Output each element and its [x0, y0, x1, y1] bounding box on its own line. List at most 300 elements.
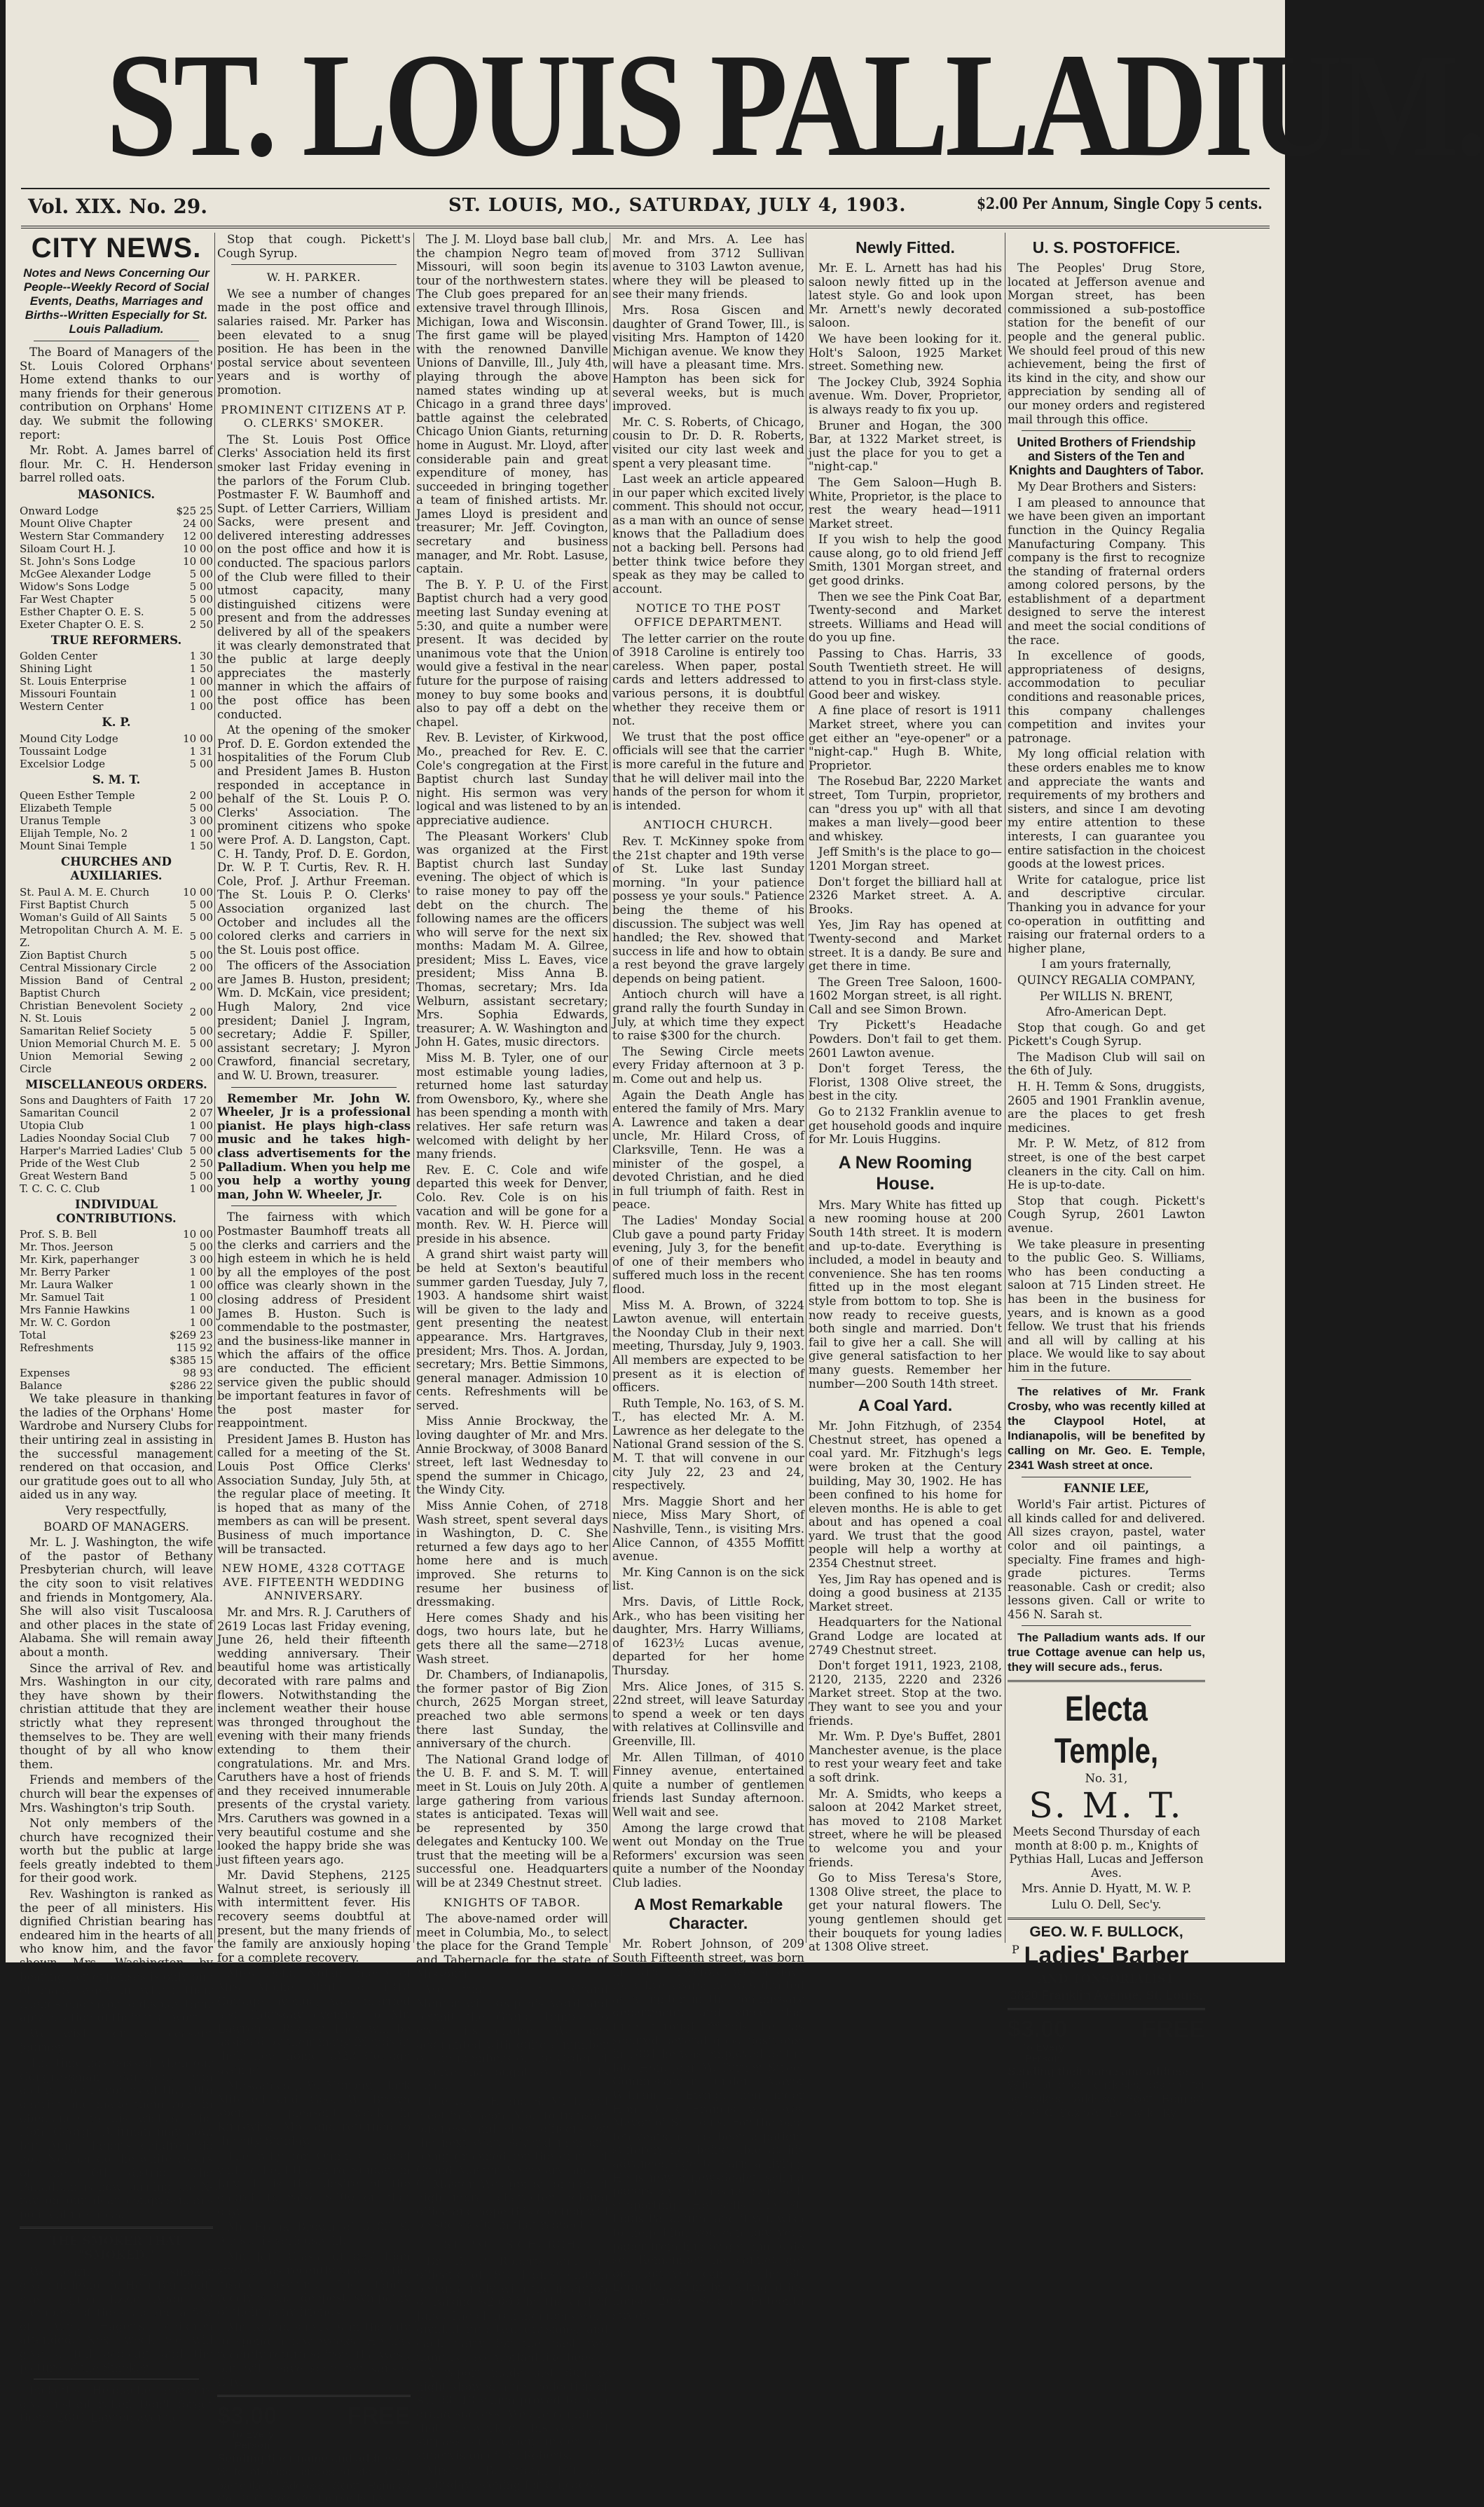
contribution-amount: 1 00: [189, 1278, 213, 1292]
section-heading: INDIVIDUAL CONTRIBUTIONS.: [56, 1198, 177, 1225]
section-heading: A New Rooming House.: [838, 1152, 973, 1194]
article-paragraph: Headquarters for the National Grand Lodge are located at 2749 Chestnut street.: [809, 1615, 1002, 1657]
table-row: [20, 1266, 213, 1278]
contribution-amount: 5 00: [189, 605, 213, 618]
notice-paragraph: The Palladium wants ads. If our true Cottage avenue can help us, they will secure ads., ferus.: [1008, 1631, 1205, 1674]
table-row: [20, 924, 213, 949]
table-row: [20, 732, 213, 745]
contribution-amount: 5 00: [189, 580, 213, 593]
article-paragraph: My long official relation with these orders enables me to know and appreciate the wants and requirements of my brothers and sisters, and since I am devoting my entire attention to these interests, I can guarantee you entire satisfaction in the choicest goods at the lowest prices.: [1008, 747, 1205, 871]
contribution-amount: 2 50: [189, 617, 213, 631]
contributor-name: Metropolitan Church A. M. E. Z.: [20, 923, 184, 949]
article-paragraph: The St. Louis Post Office Clerks' Association held its first smoker last Friday evening in the parlors of the Forum Club. Postmaster F. W. Baumhoff and Supt. of Letter Carriers, William Sacks, were present and delivered interesting addresses on the post office and how it is conducted. The spacious parlors of the Club were filled to their utmost capacity, many distinguished citizens were present and from the addresses delivered by all of the speakers it was clearly demonstrated that the public at large deeply appreciates the masterly manner in which the affairs of the post office has been conducted.: [217, 432, 411, 721]
totals-table: [20, 1329, 213, 1392]
table-row: [20, 1132, 213, 1145]
contribution-amount: 5 00: [189, 929, 213, 943]
article-paragraph: We trust that the post office officials will see that the carrier is more careful in the future and that he will deliver mail into the hands of the person for whom it is intended.: [612, 730, 804, 812]
contributor-name: Golden Center: [20, 650, 97, 663]
table-row: [20, 606, 213, 618]
contributor-name: Mount Olive Chapter: [20, 517, 132, 530]
salutation: My Dear Brothers and Sisters:: [1017, 480, 1197, 494]
article-paragraph: Mr. P. W. Metz, of 812 from street, is one of the best carpet cleaners in the city. Call on him. He is up-to-date.: [1008, 1137, 1205, 1192]
ad-headline: $3.00 FREE: [217, 2403, 411, 2430]
contributor-name: Ladies Noonday Social Club: [20, 1132, 170, 1145]
table-row: [20, 1379, 213, 1392]
contribution-amount: 1 00: [189, 688, 213, 701]
table-row: [20, 1094, 213, 1107]
contribution-amount: 5 00: [189, 1145, 213, 1158]
article-paragraph: Mr. Riland shells is in the city to spend a few weeks. He has recently returned from the West, but will leave soon for Kansas City.: [217, 2321, 411, 2389]
rule: [231, 1205, 397, 1206]
contributor-name: St. John's Sons Lodge: [20, 554, 136, 568]
article-paragraph: Mr. L. J. Washington, the wife of the pastor of Bethany Presbyterian church, will leave the city soon to visit relatives and friends in Montgomery, Ala. She will also visit Tuscaloosa and other places in the state of Alabama. She will remain away about a month.: [20, 1536, 213, 1659]
article-paragraph: The B. Y. P. U. of the First Baptist church had a very good meeting last Sunday evening at 5:30, and quite a number were present. It was decided by unanimous vote that the Union would give a festival in the near future for the purpose of raising money to buy some books and also to pay off a debt on the chapel.: [416, 578, 608, 729]
newspaper-page: [6, 0, 1484, 2506]
contributor-name: Union Memorial Church M. E.: [20, 1037, 181, 1050]
article-paragraph: Mrs. Alice Jones, of 315 S. 22nd street, will leave Saturday to spend a week or ten days with relatives at Collinsville and Greenville, Ill.: [612, 1679, 804, 1748]
article-paragraph: Rev. T. McKinney spoke from the 21st chapter and 19th verse of St. Luke last Sunday morning. "In your patience possess ye your souls." Patience being the theme of his discussion. The subject was well handled; the Rev. showed that success in life and how to obtain a rest beyond the grave largely depends on being patient.: [612, 834, 804, 985]
table-row: [20, 1316, 213, 1329]
contribution-amount: 1 00: [189, 675, 213, 688]
contribution-amount: 1 30: [189, 650, 213, 663]
article-paragraph: Pickett's Headache Powders give instant relief. Don't forget them. 2601 Lawton avenue.: [20, 2384, 213, 2425]
contribution-amount: 1 00: [189, 1291, 213, 1304]
section-heading: W. H. PARKER.: [266, 271, 362, 285]
article-paragraph: Mesdames J. W. Murphy, Clark Mitchell and Geo. W. Brown spent a pleasant week in Kimswick, Mo., and returned to the city Sunday.: [217, 2079, 411, 2147]
table-row: [20, 542, 213, 555]
contribution-table: [20, 732, 213, 770]
table-row: [20, 814, 213, 827]
contributor-name: Exeter Chapter O. E. S.: [20, 617, 144, 631]
table-row: [20, 568, 213, 580]
contributor-name: St. Louis Enterprise: [20, 675, 127, 688]
table-row: [20, 1145, 213, 1157]
issue-date: ST. LOUIS, MO., SATURDAY, JULY 4, 1903.: [448, 195, 907, 216]
contributor-name: Prof. S. B. Bell: [20, 1228, 97, 1241]
contribution-amount: 2 00: [189, 1005, 213, 1018]
contribution-amount: 2 00: [189, 980, 213, 993]
contribution-amount: 1 00: [189, 1182, 213, 1196]
table-row: [20, 688, 213, 700]
article-paragraph: We learn that the smoker given in honor of Herr Bartholdt was a great fizzle. About 50 members of the club and a few of Aunt Hager's children attended. Next week we will give a full account and the picture of the Smoker.: [20, 2265, 213, 2375]
article-paragraph: Miss M. A. Brown, of 3224 Lawton avenue, will entertain the Noonday Club in their next meeting, Thursday, July 9, 1903. All members are expected to be present as it is election of officers.: [612, 1298, 804, 1395]
table-row: [20, 1304, 213, 1316]
table-row: [20, 1119, 213, 1132]
contributor-name: Balance: [20, 1379, 62, 1393]
column-2: [217, 233, 411, 2506]
section-heading: NOTICE TO THE POST OFFICE DEPARTMENT.: [634, 601, 783, 629]
free-offer-ad: [217, 2403, 411, 2507]
contributor-name: Central Missionary Circle: [20, 961, 157, 974]
table-row: [20, 802, 213, 814]
table-row: [20, 1367, 213, 1379]
lodge-number: No. 31,: [1085, 1772, 1128, 1786]
article-paragraph: Don't forget the billiard hall at 2326 Market street. A. A. Brooks.: [809, 875, 1002, 916]
contribution-amount: $286 22: [169, 1379, 213, 1393]
table-row: [20, 974, 213, 999]
contributor-name: Esther Chapter O. E. S.: [20, 605, 144, 618]
contributor-name: Refreshments: [20, 1341, 94, 1355]
table-row: [20, 1241, 213, 1253]
article-paragraph: Mr. Frank Brown of 6103 S. 9th st., is seriously ill.: [217, 2220, 411, 2248]
article-paragraph: The Pleasant Workers' Club was organized at the First Baptist church last Sunday evening. The object of which is to raise money to pay off the debt on the church. The following names are the officers who will serve for the next six months: Madam M. A. Gilree, president; Miss L. Eaves, vice president; Miss Anna B. Thomas, secretary; Mrs. Ida Welburn, assistant secretary; Mrs. Sophia Edwards, treasurer; A. W. Washington and John H. Gates, music directors.: [416, 829, 608, 1049]
article-paragraph: Last week an article appeared in our paper which excited lively comment. This should not occur, as a man with an ounce of sense knows that the Palladium does not a backing bell. Persons had better think twice before they speak as they may be called to account.: [612, 472, 804, 596]
contributor-name: Mr. Berry Parker: [20, 1266, 110, 1279]
article-paragraph: Mr. John Fitzhugh, of 2354 Chestnut street, has opened a coal yard. Mr. Fitzhugh's legs were broken at the Century building, May 30, 1902. He has been confined to his home for eleven months. He is able to get about and has opened a coal yard. We trust that the good people will help a worthy at 2354 Chestnut street.: [809, 1419, 1002, 1571]
table-row: [20, 650, 213, 662]
contributor-name: McGee Alexander Lodge: [20, 567, 151, 580]
rule: [20, 2227, 213, 2229]
table-row: [20, 758, 213, 770]
contribution-amount: 1 00: [189, 827, 213, 840]
contributor-name: Sons and Daughters of Faith: [20, 1094, 172, 1107]
column-divider: [413, 233, 414, 1943]
volume-number: Vol. XIX. No. 29.: [28, 195, 207, 218]
article-paragraph: Mr. and Mrs. A. Lee has moved from 3712 Sullivan avenue to 3103 Lawton avenue, where they will be pleased to see their many friends.: [612, 233, 804, 301]
article-paragraph: World's Fair artist. Pictures of all kinds called for and delivered. All sizes crayon, pastel, water color and oil paintings, a specialty. Fine frames and high-grade pictures. Terms reasonable. Cash or credit; also lessons given. Call or write to 456 N. Sarah st.: [1008, 1498, 1205, 1621]
section-heading: PROMINENT CITIZENS AT P. O. CLERKS' SMOKER.: [221, 402, 407, 430]
section-heading: GEO. W. F. BULLOCK,: [1029, 1923, 1183, 1940]
contributor-name: Toussaint Lodge: [20, 744, 107, 758]
contribution-amount: 1 00: [189, 1316, 213, 1330]
contribution-amount: 2 07: [189, 1107, 213, 1120]
contribution-amount: 115 92: [176, 1341, 213, 1355]
contributor-name: Siloam Court H. J.: [20, 542, 116, 555]
contributor-name: Mr. Samuel Tait: [20, 1291, 104, 1304]
contributor-name: Uranus Temple: [20, 814, 101, 828]
article-paragraph: We take pleasure in thanking the ladies of the Orphans' Home Wardrobe and Nursery Clubs for their untiring zeal in assisting in the successful management rendered on that occasion, and our gratitude goes out to all who aided us in any way.: [20, 1392, 213, 1502]
contributor-name: T. C. C. C. Club: [20, 1182, 100, 1196]
contributor-name: Mound City Lodge: [20, 732, 118, 745]
contribution-amount: $385 15: [169, 1354, 213, 1367]
city-news-subheading: Notes and News Concerning Our People--Weekly Record of Social Events, Deaths, Marriages and Births--Written Especially for St. Louis Palladium.: [23, 266, 209, 336]
contributor-name: Queen Esther Temple: [20, 789, 135, 802]
section-heading: TRUE REFORMERS.: [50, 633, 182, 647]
free-offer-ad: [1008, 2016, 1205, 2120]
section-heading: MISCELLANEOUS ORDERS.: [25, 1077, 207, 1091]
contribution-amount: 1 00: [189, 1119, 213, 1133]
notice-paragraph: The relatives of Mr. Frank Crosby, who was recently killed at the Claypool Hotel, at Indianapolis, will be benefited by calling on Mr. Geo. E. Temple, 2341 Wash street at once.: [1008, 1384, 1205, 1472]
article-paragraph: The J. M. Lloyd base ball club, the champion Negro team of Missouri, will soon begin its tour of the northwestern states. The Club goes prepared for an extensive travel through Illinois, Michigan, Iowa and Wisconsin. The first game will be played with the renowned Danville Unions of Danville, Ill., July 4th, playing through the above named states winding up at Chicago in a grand three days' battle against the celebrated Chicago Union Giants, returning home in August. Mr. Lloyd, after considerable pain and great expenditure of money, has succeeded in bringing together a team of finished artists. Mr. James Lloyd is president and treasurer; Mr. Jeff. Covington, secretary and business manager, and Mr. Robt. Lasuse, captain.: [416, 233, 608, 576]
column-4: [612, 233, 804, 2322]
article-paragraph: Mrs. Mary White has fitted up a new rooming house at 200 South 14th street. It is modern and up-to-date. Everything is included, a model in beauty and convenience. She has ten rooms fitted up in the most elegant style from bottom to top. She is now ready to receive guests, both single and married. Don't fail to give her a call. She will give general satisfaction to her many guests. Remember her number—200 South 14th street.: [809, 1198, 1002, 1391]
article-paragraph: A report made last Sunday night showed a net collection of $1,708.10 which proved to be a grand success. We are confident that the work of this year will surpass any other, under the supervision of Dr. Roberts.: [416, 2366, 608, 2462]
ad-body: Write at once, enclosing stamp, for particulars. Address Scott Remedy Co., P. O. Box 570, Louisville, Ky.: [217, 2466, 411, 2506]
contribution-amount: 2 00: [189, 789, 213, 802]
contributor-name: First Baptist Church: [20, 898, 129, 911]
contributor-name: Woman's Guild of All Saints: [20, 910, 167, 924]
contribution-amount: 1 50: [189, 840, 213, 853]
ad-tagline: To Every Person: [230, 2429, 275, 2452]
article-paragraph: Bruner and Hogan, the 300 Bar, at 1322 Market street, is just the place for you to get a "night-cap.": [809, 418, 1002, 474]
contribution-amount: 12 00: [183, 529, 213, 542]
electa-temple-heading: Electa Temple,: [1054, 1689, 1159, 1771]
ad-tagline: To Every Person: [1020, 2042, 1065, 2065]
article-paragraph: Jeff Smith's is the place to go—1201 Morgan street.: [809, 845, 1002, 873]
contribution-amount: $25 25: [176, 504, 213, 517]
contribution-table: [20, 886, 213, 1075]
dateline-bar: [21, 195, 1270, 223]
contributor-name: Western Star Commandery: [20, 529, 165, 542]
article-paragraph: The Rosebud Bar, 2220 Market street, Tom Turpin, proprietor, can "dress you up" with all that makes a man lively—good beer and whiskey.: [809, 774, 1002, 843]
article-paragraph: A grand shirt waist party will be held at Sexton's beautiful summer garden Tuesday, July 7, 1903. A handsome shirt waist will be given to the lady and gent presenting the neatest appearance. Mrs. Hartgraves, president; Mrs. Thos. A. Jordan, secretary; Mrs. Bettie Simmons, general manager. Admission 10 cents. Refreshments will be served.: [416, 1248, 608, 1412]
article-paragraph: Mrs. Rosa Giscen and daughter of Grand Tower, Ill., is visiting Mrs. Hampton of 1420 Michigan avenue. We know they will have a pleasant time. Mrs. Hampton has been sick for several weeks, but is much improved.: [612, 303, 804, 414]
ad-body: Write at once, enclosing stamp, for particulars. Address Scott Remedy Co., P. O. Box 570, Louisville, Ky.: [1008, 2079, 1205, 2119]
contributor-name: Total: [20, 1329, 46, 1342]
article-paragraph: Don't forget 1911, 1923, 2108, 2120, 2135, 2220 and 2326 Market street. Stop at the two. They want to see you and your friends.: [809, 1659, 1002, 1728]
contributor-name: Harper's Married Ladies' Club: [20, 1145, 183, 1158]
article-paragraph: Stop that cough. Pickett's Cough Syrup.: [217, 233, 411, 260]
contributor-name: St. Paul A. M. E. Church: [20, 885, 150, 899]
officer-name: Lulu O. Dell, Sec'y.: [1051, 1898, 1162, 1912]
contributor-name: Far West Chapter: [20, 592, 114, 606]
table-row: [20, 745, 213, 758]
masthead-title: ST. LOUIS PALLADIUM.: [106, 22, 1484, 187]
article-paragraph: The Ladies' Monday Social Club gave a pound party Friday evening, July 3, for the benefit of one of their members who suffered much loss in the recent flood.: [612, 1213, 804, 1296]
contribution-amount: 2 50: [189, 1157, 213, 1170]
article-paragraph: The Gem Saloon—Hugh B. White, Proprietor, is the place to rest the weary head—1911 Market street.: [809, 475, 1002, 531]
ad-line: Sending their name and address.: [217, 2452, 405, 2466]
table-row: [20, 827, 213, 840]
section-heading: MASONICS.: [77, 487, 156, 501]
table-row: [20, 1329, 213, 1341]
table-row: [20, 1278, 213, 1291]
contributor-name: Expenses: [20, 1367, 70, 1380]
contribution-amount: 1 00: [189, 700, 213, 713]
table-row: [20, 517, 213, 530]
article-paragraph: Antioch church will have a grand rally the fourth Sunday in July, at which time they expect to raise $300 for the church.: [612, 988, 804, 1043]
table-row: [20, 618, 213, 631]
contributor-name: Pride of the West Club: [20, 1157, 140, 1170]
contribution-amount: 5 00: [189, 898, 213, 911]
table-row: [20, 1228, 213, 1241]
article-paragraph: Friends and members of the church will bear the expenses of Mrs. Washington's trip South.: [20, 1773, 213, 1815]
rule: [1008, 1918, 1205, 1920]
subscription-price: $2.00 Per Annum, Single Copy 5 cents.: [977, 195, 1263, 213]
contribution-amount: 5 00: [189, 802, 213, 815]
section-heading: K. P.: [102, 716, 131, 730]
article-paragraph: Miss Della Nolan, niece of Mrs. Mollie Offutt, of 4318 Cottage avenue, was married last Thursday evening to Mr. Lawrence Rucker. They will be assisted by their many friends at their new home 4328 Cottage avenue.: [217, 1967, 411, 2077]
contribution-amount: 2 00: [189, 961, 213, 974]
contributor-name: [20, 1354, 142, 1367]
contributor-name: Mission Band of Central Baptist Church: [20, 974, 184, 999]
article-paragraph: Mr. David Stephens, 2125 Walnut street, is seriously ill with intermittent fever. His recovery seems doubtful at present, but the many friends of the family are anxiously hoping for a complete recovery.: [217, 1869, 411, 1965]
contributor-name: Mrs Fannie Hawkins: [20, 1304, 130, 1317]
table-row: [20, 1170, 213, 1182]
table-row: [20, 899, 213, 911]
article-paragraph: If you wish to help the good cause along, go to old friend Jeff Smith, 1301 Morgan street, and get good drinks.: [809, 533, 1002, 588]
contribution-amount: 5 00: [189, 1170, 213, 1183]
article-paragraph: Mrs. Davis, of Little Rock, Ark., who has been visiting her daughter, Mrs. Harry Williams, of 1623½ Lucas avenue, departed for her home Thursday.: [612, 1595, 804, 1677]
contributor-name: Union Memorial Sewing Circle: [20, 1049, 184, 1075]
contributor-name: Mr. Kirk, paperhanger: [20, 1253, 139, 1266]
contributor-name: Onward Lodge: [20, 504, 99, 517]
ad-line: Sending their name and address.: [1008, 2065, 1195, 2079]
table-row: [20, 999, 213, 1025]
contribution-table: [20, 505, 213, 631]
contributor-name: Great Western Band: [20, 1170, 128, 1183]
contributor-name: Shining Light: [20, 662, 92, 676]
article-paragraph: Since the arrival of Rev. and Mrs. Washington in our city, they have shown by their christian attitude that they are strictly what they represent themselves to be. They are well thought of by all who know them.: [20, 1661, 213, 1771]
contribution-table: [20, 1094, 213, 1195]
contributor-name: Samaritan Council: [20, 1107, 119, 1120]
article-paragraph: Go to Miss Teresa's Store, 1308 Olive street, the place to get your natural flowers. The young gentlemen should get their bouquets for young ladies at 1308 Olive street.: [809, 1871, 1002, 1954]
section-heading: FANNIE LEE,: [1063, 1481, 1150, 1495]
contribution-amount: 10 00: [183, 732, 213, 745]
contribution-table: [20, 650, 213, 713]
ad-headline: $3.00 FREE: [1008, 2016, 1205, 2043]
article-paragraph: Miss Annie Cohen, of 2718 Wash street, spent several days in Washington, D. C. She returned a few days ago to her home here and is much improved. She returns to resume her business of dressmaking.: [416, 1499, 608, 1609]
article-paragraph: The Sewing Circle meets every Friday afternoon at 3 p. m. Come out and help us.: [612, 1044, 804, 1086]
contribution-amount: 1 31: [189, 744, 213, 758]
contribution-amount: 3 00: [189, 1253, 213, 1266]
signature: Afro-American Dept.: [1045, 1005, 1167, 1019]
meeting-notice: Meets Second Thursday of each month at 8:00 p. m., Knights of Pythias Hall, Lucas and Jefferson Aves.: [1009, 1825, 1204, 1880]
contribution-amount: 10 00: [183, 542, 213, 555]
article-paragraph: Rev. B. Levister, of Kirkwood, Mo., preached for Rev. E. C. Cole's congregation at the First Baptist church last Sunday night. His sermon was very logical and was listened to by an appreciative audience.: [416, 731, 608, 827]
contribution-amount: 2 00: [189, 1056, 213, 1069]
article-paragraph: Here comes Shady and his dogs, two hours late, but he gets there all the same—2718 Wash street.: [416, 1611, 608, 1666]
column-1: [20, 233, 213, 2425]
contribution-amount: 98 93: [183, 1367, 213, 1380]
rule: [231, 1087, 397, 1088]
signature: Per WILLIS N. BRENT,: [1039, 989, 1174, 1003]
article-paragraph: Mr. King Cannon is on the sick list.: [612, 1565, 804, 1593]
rule: [231, 264, 397, 265]
masthead-rule: [21, 188, 1270, 189]
article-paragraph: Dr. Chambers, of Indianapolis, the former pastor of Big Zion church, 2625 Morgan street, preached two able sermons there last Sunday, the anniversary of the church.: [416, 1668, 608, 1751]
contributor-name: Zion Baptist Church: [20, 948, 128, 962]
contributor-name: Elizabeth Temple: [20, 802, 112, 815]
article-paragraph: Stop that cough. Pickett's Cough Syrup, 2601 Lawton avenue.: [1008, 1194, 1205, 1235]
article-paragraph: Don't forget Teress, the Florist, 1308 Olive street, the best in the city.: [809, 1062, 1002, 1103]
table-row: [20, 1025, 213, 1037]
section-heading: Newly Fitted.: [856, 238, 955, 257]
table-row: [20, 530, 213, 542]
contribution-table: [20, 789, 213, 852]
article-paragraph: At the opening of the smoker Prof. D. E. Gordon extended the hospitalities of the Forum Club and President James B. Huston responded in acceptance in behalf of the St. Louis P. O. Clerks' Association. The prominent citizens who spoke were Prof. A. D. Langston, Capt. C. H. Tandy, Prof. D. E. Gordon, Dr. W. P. T. Curtis, Rev. R. H. Cole, Prof. J. Arthur Freeman. The St. Louis P. O. Clerks' Association organized last October and includes all the colored clerks and carriers in the St. Louis post office.: [217, 723, 411, 957]
article-paragraph: Dr. D. P. Roberts and the officers of St. Paul's church began a rally with the intention of raising $2,000 by the end of June. The church members were divided into two divisions, and each party for the past two months have worked like bees.: [416, 2254, 608, 2364]
table-row: [20, 1050, 213, 1075]
contribution-amount: 17 20: [183, 1094, 213, 1107]
section-heading: AND TONSORIALIST: [1038, 1972, 1174, 1986]
article-paragraph: The rally for Quinn's Chapel will be held the third Sunday in July. It is the desire of the church to raise $300 on that day.: [217, 2150, 411, 2218]
table-row: [20, 962, 213, 974]
contribution-amount: 10 00: [183, 1228, 213, 1241]
article-paragraph: Among the large crowd that went out Monday on the True Reformers' excursion was seen quite a number of the Noonday Club ladies.: [612, 1821, 804, 1890]
contribution-amount: 5 00: [189, 910, 213, 924]
article-paragraph: Not only members of the church have recognized their worth but the public at large feels greatly indebted to them for their good work.: [20, 1817, 213, 1885]
contribution-amount: 5 00: [189, 1037, 213, 1050]
contributor-name: Missouri Fountain: [20, 688, 117, 701]
article-paragraph: Rev. E. C. Cole and wife departed this week for Denver, Colo. Rev. Cole is on his vacation and will be gone for a month. Rev. W. H. Pierce will preside in his absence.: [416, 1163, 608, 1245]
table-row: [20, 1157, 213, 1170]
article-paragraph: Again the Death Angle has entered the family of Mrs. Mary A. Lawrence and taken a dear uncle, Mr. Hilard Cross, of Clarksville, Tenn. He was a minister of the gospel, a devoted Christian, and he died in full triumph of faith. Rest in peace.: [612, 1088, 804, 1212]
table-row: [20, 675, 213, 688]
article-paragraph: The time has passed when our Congressman Bartholdt can dictate to the voters of the 10th district and make them vote in obedience to his wishes. The Hon. George Beirman may bow, but Aunt Hager's children do not. Neither do the white voters of the 10th district. The Palladium is now turning the X-ray on our dear congressman's political methods.: [20, 2056, 213, 2221]
contributor-name: Utopia Club: [20, 1119, 84, 1133]
rule: [1022, 1625, 1191, 1626]
column-6: [1008, 233, 1205, 2119]
contribution-amount: $269 23: [169, 1329, 213, 1342]
column-divider: [214, 233, 215, 1943]
table-row: [20, 1253, 213, 1266]
article-paragraph: The above-named order will meet in Columbia, Mo., to select the place for the Grand Temple and Tabernacle for the state of Missouri.: [416, 1912, 608, 1981]
article-paragraph: The Jockey Club, 3924 Sophia avenue. Wm. Dover, Proprietor, is always ready to fix you up.: [809, 375, 1002, 416]
table-row: [20, 662, 213, 675]
section-heading: THE SMOKER THAT "SMOKED.": [50, 2234, 183, 2262]
article-paragraph: H. H. Temm & Sons, druggists, 2605 and 1901 Franklin avenue, are the places to get fresh medicines.: [1008, 1080, 1205, 1135]
contributor-name: Mr. Laura Walker: [20, 1278, 113, 1292]
contributor-name: Christian Benevolent Society N. St. Louis: [20, 999, 184, 1025]
article-paragraph: Try Pickett's Headache Powders. Don't fail to get them. 2601 Lawton avenue.: [809, 1018, 1002, 1060]
contributor-name: Samaritan Relief Society: [20, 1024, 152, 1037]
table-row: [20, 1107, 213, 1119]
article-paragraph: The U. B. F. and S. M. T. will meet in Macon, Mo., to transact business and elect officers for the next year. Several men are being groomed for the office of Grand Master, Secretary and D. G. Master. We approve of men of high moral character holding office and hope this election will be successful in that respect.: [416, 2094, 608, 2232]
barber-address: 3820 Franklin Avenue, St. Louis.: [1010, 1988, 1203, 2002]
article-paragraph: Yes, Jim Ray has opened at Twenty-second and Market street. It is a dandy. Be sure and get there in time.: [809, 918, 1002, 974]
table-row: [20, 505, 213, 517]
dateline-rule: [21, 226, 1270, 228]
article-paragraph: Go to 2132 Franklin avenue to get household goods and inquire for Mr. Louis Huggins.: [809, 1105, 1002, 1147]
contribution-amount: 24 00: [183, 517, 213, 530]
contribution-amount: 5 00: [189, 757, 213, 770]
table-row: [20, 555, 213, 568]
table-row: [20, 593, 213, 606]
table-row: [20, 840, 213, 852]
table-row: [20, 886, 213, 899]
article-paragraph: I am pleased to announce that we have been given an important function in the Quincy Regalia Manufacturing Company. This company is the first to recognize the standing of fraternal orders among colored persons, by the establishment of a department designed to serve the interest and meet the social conditions of the race.: [1008, 496, 1205, 647]
table-row: [20, 789, 213, 802]
section-heading: KNIGHTS OF TABOR.: [444, 1895, 581, 1909]
section-heading: CHURCHES AND AUXILIARIES.: [61, 855, 172, 882]
table-row: [20, 580, 213, 593]
table-row: [20, 949, 213, 962]
contribution-amount: 10 00: [183, 554, 213, 568]
table-row: [20, 1354, 213, 1367]
article-paragraph: The National Grand lodge of the U. B. F. and S. M. T. will meet in St. Louis on July 20th. A large gathering from various states is anticipated. Texas will be represented by 350 delegates and Kentucky 100. We trust that the meeting will be a successful one. Headquarters will be at 2349 Chestnut street.: [416, 1752, 608, 1890]
contribution-amount: 7 00: [189, 1132, 213, 1145]
lodge-order: S. M. T.: [1029, 1785, 1184, 1826]
rule: [1022, 1379, 1191, 1380]
column-3: [416, 233, 608, 2492]
article-paragraph: Mrs. Maggie Short and her niece, Miss Mary Short, of Nashville, Tenn., is visiting Mrs. Alice Cannon, of 4355 Moffitt avenue.: [612, 1494, 804, 1564]
contributor-name: Western Center: [20, 700, 104, 713]
article-paragraph: Remember Mr. John W. Wheeler, Jr is a professional pianist. He plays high-class music and he takes high-class advertisements for the Palladium. When you help me you help a worthy young man, John W. Wheeler, Jr.: [217, 1091, 411, 1201]
contributor-name: Excelsior Lodge: [20, 757, 106, 770]
article-paragraph: A fine place of resort is 1911 Market street, where you can get either an "eye-opener" or a "night-cap." Hugh B. White, Proprietor.: [809, 704, 1002, 772]
signature: I am yours fraternally,: [1041, 957, 1172, 971]
article-paragraph: Passing to Chas. Harris, 33 South Twentieth street. He will attend to you in first-class style. Good beer and wiskey.: [809, 647, 1002, 702]
column-5: [809, 233, 1002, 1954]
article-paragraph: Write for catalogue, price list and descriptive circular. Thanking you in advance for your co-operation in outfitting and raising our fraternal orders to a higher plane,: [1008, 873, 1205, 955]
article-paragraph: The letter carrier on the route of 3918 Caroline is entirely too careless. When paper, postal cards and letters addressed to various persons, it is doubtful whether they receive them or not.: [612, 631, 804, 728]
article-paragraph: Mr. Jeff. Glass, of 827 Idon street, was recently taken to the insane asylum. The family receives the deepest sympathy of their many friends.: [217, 2250, 411, 2318]
signature: Very respectfully,: [65, 1504, 167, 1518]
contributor-name: Widow's Sons Lodge: [20, 580, 130, 593]
table-row: [20, 1037, 213, 1050]
contribution-amount: 1 00: [189, 1266, 213, 1279]
article-paragraph: Mr. A. Smidts, who keeps a saloon at 2042 Market street, has moved to 2108 Market street, where he will be pleased to welcome you and your friends.: [809, 1787, 1002, 1869]
article-paragraph: We take pleasure in presenting to the public Geo. S. Williams, who has been conducting a saloon at 715 Linden street. He has been in the business for years, and is known as a good fellow. We trust that his friends and all will by calling at his place. We would like to say about him in the future.: [1008, 1237, 1205, 1374]
rule: [1022, 430, 1191, 431]
article-paragraph: Miss Annie Brockway, the loving daughter of Mr. and Mrs. Annie Brockway, of 3008 Banard street, left last Wednesday to spend the summer in Chicago, the Windy City.: [416, 1414, 608, 1497]
article-paragraph: Yes, Jim Ray has opened and is doing a good business at 2135 Market street.: [809, 1572, 1002, 1613]
contribution-table: [20, 1228, 213, 1329]
contribution-amount: 5 00: [189, 567, 213, 580]
article-paragraph: Mrs. R. B. Stovall left last Thursday evening for Chicago.: [416, 2464, 608, 2492]
contribution-amount: 1 50: [189, 662, 213, 676]
